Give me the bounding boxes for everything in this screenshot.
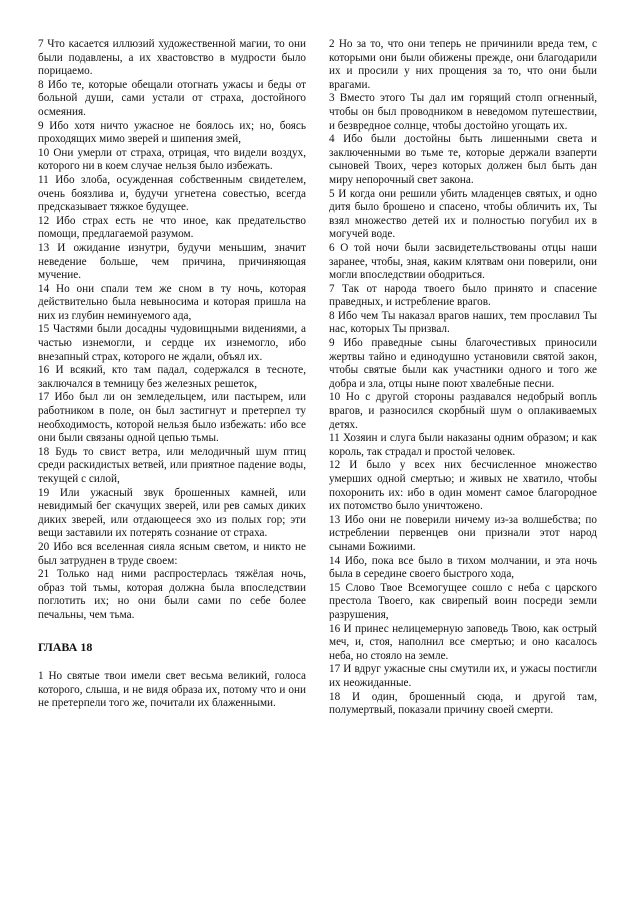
- chapter-18-verse-11: 11 Хозяин и слуга были наказаны одним образом; и как король, так страдал и простой человек.: [329, 432, 597, 458]
- verse-13: 13 И ожидание изнутри, будучи меньшим, значит неведение больше, чем причина, причиняющая мучение.: [38, 241, 306, 282]
- chapter-18-verse-12: 12 И было у всех них бесчисленное множество умерших одной смертью; и живых не хватило, чтобы похоронить их: ибо в один момент самое благородное их потомство было уничтожено.: [329, 459, 597, 513]
- verse-21: 21 Только над ними распростерлась тяжёлая ночь, образ той тьмы, которая должна была впоследствии поглотить их; но они были сами по себе более печальны, чем тьма.: [38, 568, 306, 621]
- verse-16: 16 И всякий, кто там падал, содержался в тесноте, заключался в темницу без железных решеток,: [38, 364, 306, 390]
- verse-12: 12 Ибо страх есть не что иное, как предательство помощи, предлагаемой разумом.: [38, 214, 306, 241]
- verse-7: 7 Что касается иллюзий художественной магии, то они были подавлены, а их хвастовство в мудрости было порицаемо.: [38, 38, 306, 78]
- right-column: [329, 38, 597, 718]
- chapter-18-verse-1: 1 Но святые твои имели свет весьма великий, голоса которого, слыша, и не видя образа их, потому что и они не претерпели того же, почитали их блаженными.: [38, 670, 306, 710]
- verse-18: 18 Будь то свист ветра, или мелодичный шум птиц среди раскидистых ветвей, или приятное падение воды, текущей с силой,: [38, 445, 306, 485]
- chapter-18-verse-18: 18 И один, брошенный сюда, и другой там, полумертвый, показали причину своей смерти.: [329, 690, 597, 717]
- verse-20: 20 Ибо вся вселенная сияла ясным светом, и никто не был затруднен в труде своем:: [38, 540, 306, 567]
- chapter-18-verse-13: 13 Ибо они не поверили ничему из-за волшебства; по истреблении первенцев они признали этот народ сынами Божиими.: [329, 513, 597, 553]
- chapter-heading: ГЛАВА 18: [38, 639, 93, 654]
- verse-14: 14 Но они спали тем же сном в ту ночь, которая действительно была невыносима и которая пришла на них из глубин неминуемого ада,: [38, 282, 306, 322]
- chapter-18-verse-3: 3 Вместо этого Ты дал им горящий столп огненный, чтобы он был проводником в неведомом путешествии, и безвредное солнце, чтобы достойно угощать их.: [329, 92, 597, 132]
- chapter-18-verse-7: 7 Так от народа твоего было принято и спасение праведных, и истребление врагов.: [329, 282, 597, 309]
- verse-17: 17 Ибо был ли он земледельцем, или пастырем, или работником в поле, он был застигнут и претерпел ту необходимость, которой нельзя было избежать: ибо все они были связаны одной цепью тьмы.: [38, 391, 306, 445]
- chapter-18-verse-2: 2 Но за то, что они теперь не причинили вреда тем, с которыми они были обижены прежде, они благодарили их и просили у них прощения за то, что они были врагами.: [329, 38, 597, 91]
- verse-9: 9 Ибо хотя ничто ужасное не боялось их; но, боясь проходящих мимо зверей и шипения змей,: [38, 119, 306, 146]
- chapter-18-verse-4: 4 Ибо были достойны быть лишенными света и заключенными во тьме те, которые держали взаперти сыновей Твоих, через которых должен был быть дан миру непорочный свет закона.: [329, 133, 597, 186]
- chapter-18-verse-9: 9 Ибо праведные сыны благочестивых приносили жертвы тайно и единодушно установили святой закон, чтобы святые были как участники одного и того же добра и зла, отцы ныне поют хвалебные песни.: [329, 337, 597, 390]
- verse-8: 8 Ибо те, которые обещали отогнать ужасы и беды от больной души, сами устали от страха, достойного осмеяния.: [38, 78, 306, 118]
- chapter-18-verse-6: 6 О той ночи были засвидетельствованы отцы наши заранее, чтобы, зная, каким клятвам они поверили, они могли впоследствии ободриться.: [329, 241, 597, 282]
- chapter-18-verse-5: 5 И когда они решили убить младенцев святых, и одно дитя было брошено и спасено, чтобы обличить их, Ты взял множество детей их и полностью погубил их в могучей воде.: [329, 187, 597, 241]
- left-column: [38, 38, 306, 711]
- chapter-18-verse-15: 15 Слово Твое Всемогущее сошло с неба с царского престола Твоего, как свирепый воин посреди земли разрушения,: [329, 581, 597, 621]
- verse-10: 10 Они умерли от страха, отрицая, что видели воздух, которого ни в коем случае нельзя было избежать.: [38, 146, 306, 173]
- verse-11: 11 Ибо злоба, осужденная собственным свидетелем, очень боязлива и, будучи угнетена совестью, всегда предсказывает тяжкое будущее.: [38, 173, 306, 214]
- chapter-18-verse-16: 16 И принес нелицемерную заповедь Твою, как острый меч, и, стоя, наполнил все смертью; и оно касалось неба, но стояло на земле.: [329, 622, 597, 662]
- verse-15: 15 Частями были досадны чудовищными видениями, а частью изнемогли, и сердце их изнемогло, ибо внезапный страх, которого не ждали, объял их.: [38, 323, 306, 363]
- chapter-18-verse-10: 10 Но с другой стороны раздавался недобрый вопль врагов, и разносился скорбный шум о оплакиваемых детях.: [329, 391, 597, 431]
- verse-19: 19 Или ужасный звук брошенных камней, или невидимый бег скачущих зверей, или рев самых диких диких зверей, или отдающееся эхо из полых гор; эти вещи заставили их потерять сознание от страха.: [38, 486, 306, 540]
- chapter-18-verse-17: 17 И вдруг ужасные сны смутили их, и ужасы постигли их неожиданные.: [329, 663, 597, 689]
- chapter-18-verse-14: 14 Ибо, пока все было в тихом молчании, и эта ночь была в середине своего быстрого хода,: [329, 554, 597, 581]
- chapter-18-verse-8: 8 Ибо чем Ты наказал врагов наших, тем прославил Ты нас, которых Ты призвал.: [329, 309, 597, 336]
